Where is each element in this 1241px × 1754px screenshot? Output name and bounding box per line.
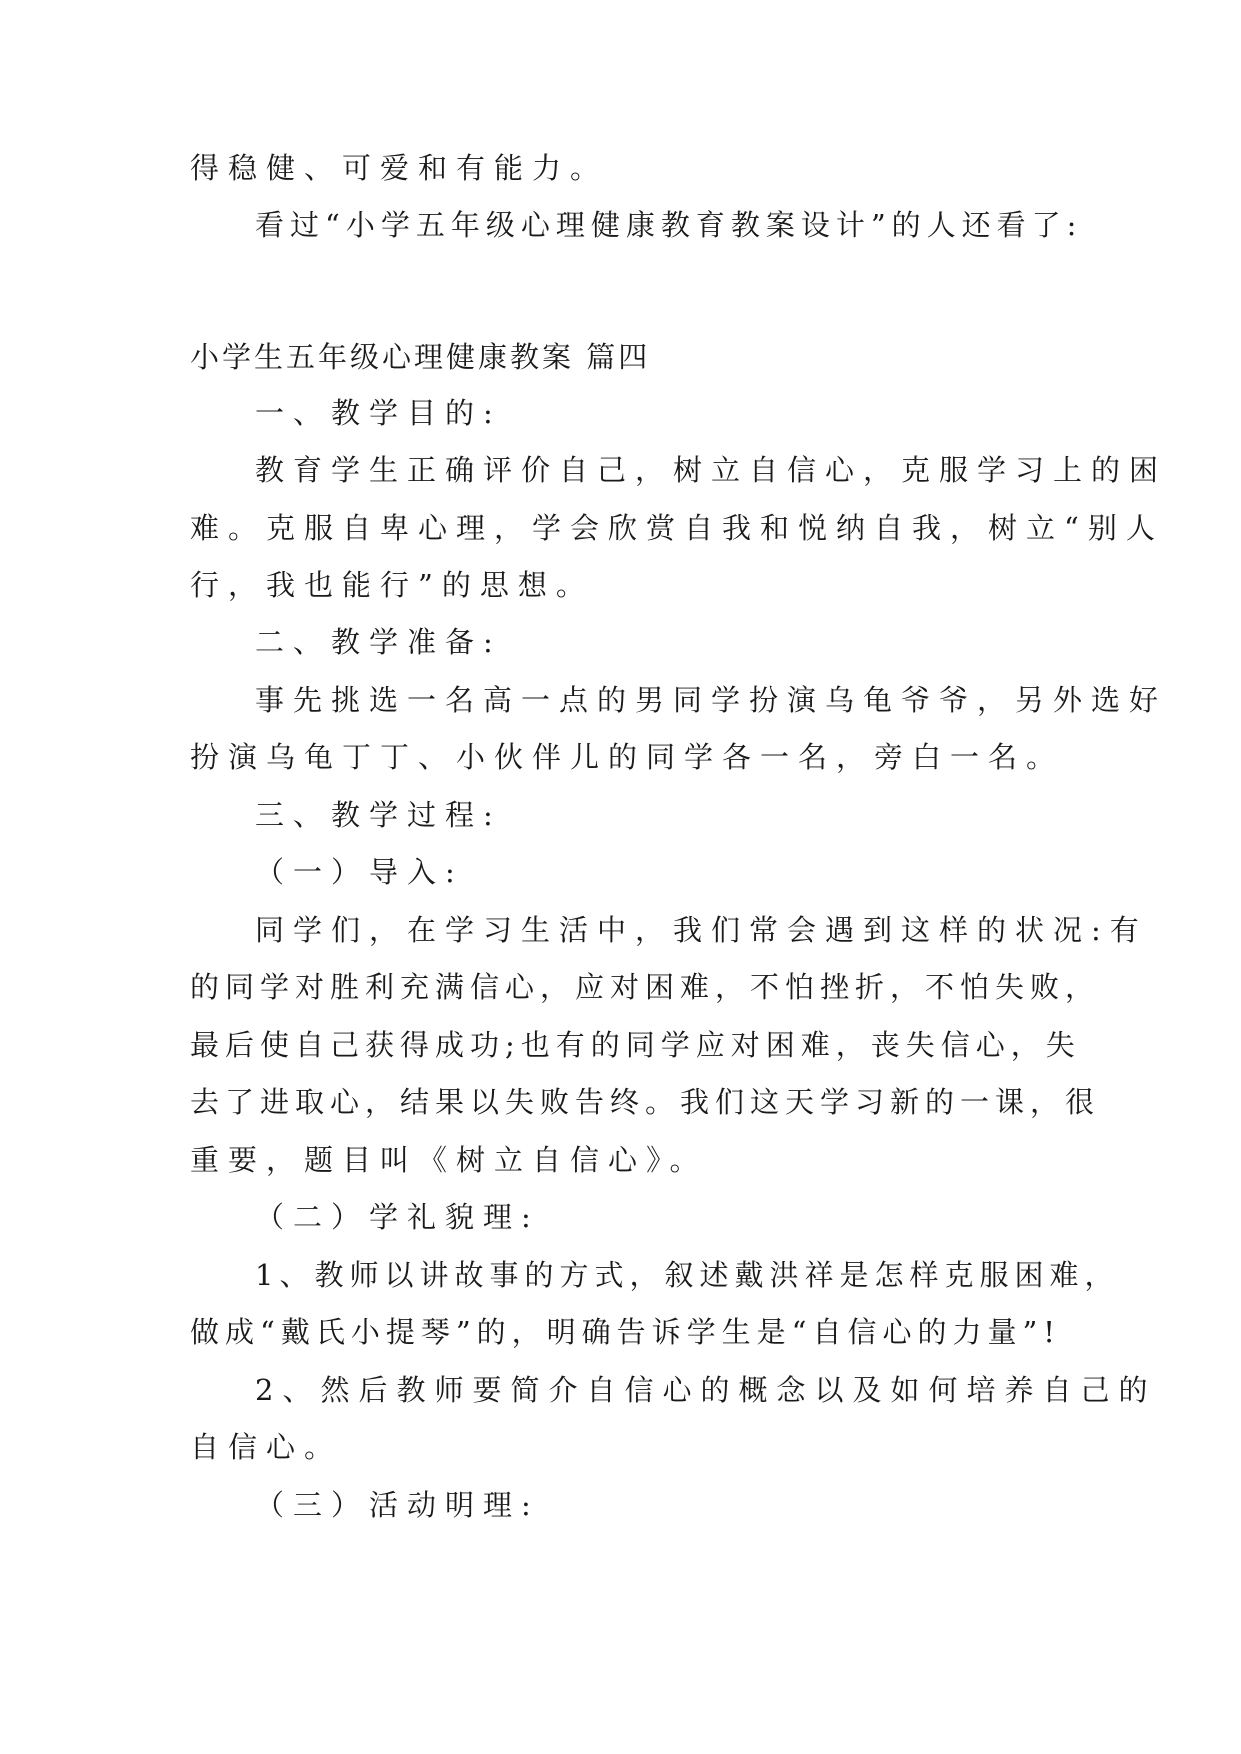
heading-teaching-prep: 二、教学准备: — [255, 625, 502, 659]
heading-teaching-goal: 一、教学目的: — [255, 396, 502, 430]
paragraph-line: 教育学生正确评价自己，树立自信心，克服学习上的困 — [255, 453, 1168, 487]
paragraph-line: 的同学对胜利充满信心，应对困难，不怕挫折，不怕失败， — [190, 970, 1101, 1004]
paragraph-line: 事先挑选一名高一点的男同学扮演乌龟爷爷，另外选好 — [255, 683, 1168, 717]
paragraph-line: 同学们，在学习生活中，我们常会遇到这样的状况:有 — [255, 913, 1148, 947]
subheading-activity: （三）活动明理: — [255, 1488, 540, 1522]
paragraph-line: 扮演乌龟丁丁、小伙伴儿的同学各一名，旁白一名。 — [190, 740, 1065, 774]
paragraph-line: 自信心。 — [190, 1430, 343, 1464]
paragraph-line: 1、教师以讲故事的方式，叙述戴洪祥是怎样克服困难， — [255, 1258, 1120, 1292]
paragraph-continuation-line: 得稳健、可爱和有能力。 — [190, 151, 609, 185]
subheading-learning: （二）学礼貌理: — [255, 1200, 540, 1234]
paragraph-line: 重要，题目叫《树立自信心》。 — [190, 1143, 708, 1177]
paragraph-line: 做成“戴氏小提琴”的，明确告诉学生是“自信心的力量”! — [190, 1315, 1061, 1349]
paragraph-line: 难。克服自卑心理，学会欣赏自我和悦纳自我，树立“别人 — [190, 511, 1164, 545]
paragraph-line: 2、然后教师要简介自信心的概念以及如何培养自己的 — [255, 1373, 1157, 1407]
paragraph-line: 最后使自己获得成功;也有的同学应对困难，丧失信心，失 — [190, 1028, 1081, 1062]
section-title: 小学生五年级心理健康教案 篇四 — [190, 340, 651, 374]
heading-teaching-process: 三、教学过程: — [255, 798, 502, 832]
subheading-intro: （一）导入: — [255, 855, 464, 889]
paragraph-line: 去了进取心，结果以失败告终。我们这天学习新的一课，很 — [190, 1085, 1101, 1119]
paragraph-line: 行，我也能行”的思想。 — [190, 568, 594, 602]
related-reading-line: 看过“小学五年级心理健康教育教案设计”的人还看了: — [255, 208, 1083, 242]
